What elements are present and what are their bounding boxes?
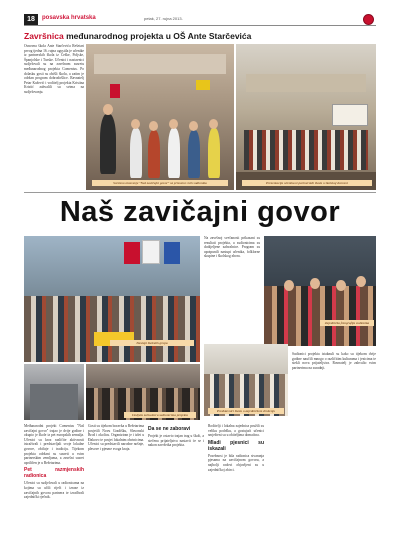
photo-school-presentation [236, 44, 376, 190]
issue-date: petak, 27. rujna 2013. [144, 16, 183, 21]
caption-right-photo: Zajednička fotografija sudionika [320, 320, 374, 326]
article-col3b [148, 424, 204, 554]
caption-mid-left: Nastupi školskih grupa [110, 340, 194, 346]
page-number: 18 [24, 14, 38, 25]
section-title: posavska hrvatska [42, 15, 96, 21]
caption-top-right: Prezentacija učenika iz partnerskih škola u školskoj dvorani [242, 180, 372, 186]
photo-group [264, 236, 376, 346]
article-col3b-text: Projekt je ostavio trajan trag u školi, a stečena prijateljstva nastavit će se i nakon završetka projekta. [148, 434, 204, 448]
article-col2: Gosti su tijekom boravka u Rešetarima posjetili Novu Gradišku, Slavonski Brod i okolicu. Organiziran je i izlet u Đakovo te posjet lokalnim obrtnicima. Učenici su predstavili narodne nošnje, plesove i pjesme svoga kraja. [88, 424, 144, 451]
page-header [24, 14, 376, 26]
article-col1b-text: Učenici su sudjelovali u radionicama na kojima su učili riječi i izraze iz zavičajnih govora partnera te izrađivali zajednički rječnik. [24, 481, 84, 500]
article-col5: Sudionici projekta istaknuli su kako su tijekom dvije godine naučili mnogo o različitim kulturama i jezicima te stekli nova prijateljstva. Ravnatelj je zahvalio svim partnerima na suradnji. [292, 352, 376, 370]
article-col4 [208, 424, 264, 554]
article-col1 [24, 424, 84, 554]
photo-stage-left [24, 364, 84, 420]
photo-gathering [204, 344, 288, 416]
article-col1-text: Međunarodni projekt Comenius "Naš zavičajni govor" trajao je dvije godine i okupio je škole iz pet europskih zemalja. Učenici su kroz različite aktivnosti istraživali i predstavljali svoje lokalne govore, običaje i tradiciju. Tijekom projekta održani su susreti u svim partnerskim zemljama, a završni susret upriličen je u Rešetarima. [24, 424, 84, 465]
caption-bottom-left: Dodjela zahvalnica sudionicima projekta [124, 412, 196, 418]
section-divider [24, 192, 376, 193]
intro-text: Osnovna škola Ante Starčevića Rešetari prvog tjedna 16. rujna ugostila je učenike iz partnerskih škola iz Češke, Poljske, Španjolske i Turske. Učenici i nastavnici sudjelovali su na završnom susretu međunarodnog projekta Comenius. Po dolasku gosti su obišli školu, a zatim je održan program dobrodošlice. Ravnatelj Petar Kušević i voditelj projekta Kristina Kristić zahvalili su svima na sudjelovanju. [24, 44, 84, 94]
article-col4-text: Roditelji i lokalna zajednica pružili su veliku podršku, a gostujući učenici smješteni su u obiteljima domaćina. [208, 424, 264, 438]
newspaper-logo-icon [363, 14, 374, 25]
article-headline [24, 31, 376, 41]
subhead-remember: Da se ne zaboravi [148, 426, 191, 432]
photo-opening-ceremony [86, 44, 234, 190]
headline-rest: međunarodnog projekta u OŠ Ante Starčevića [63, 31, 252, 41]
article-col3: Na završnoj svečanosti prikazani su rezultati projekta, a sudionicima su dodijeljene zahvalnice. Program su upotpunili nastupi učenika, folklorne skupine i školskog zbora. [204, 236, 260, 259]
caption-top-left: Svečano otvaranje "Naš zavičajni govor" uz prisustvo svih sudionika [92, 180, 228, 186]
article-col4b-text: Posebnost je bila radionica stvaranja pjesama na zavičajnom govoru, a najbolji radovi objavljeni su u zajedničkoj zbirci. [208, 453, 264, 472]
subhead-workshops: Pet razmjenskih radionica [24, 467, 84, 480]
caption-mid-center: Predstavnici škola u zajedničkom druženju [208, 408, 284, 414]
headline-highlight: Završnica [24, 31, 64, 41]
main-title: Naš zavičajni govor [59, 196, 341, 228]
subhead-poets: Mladi pjesnici su iskazali [208, 439, 264, 452]
